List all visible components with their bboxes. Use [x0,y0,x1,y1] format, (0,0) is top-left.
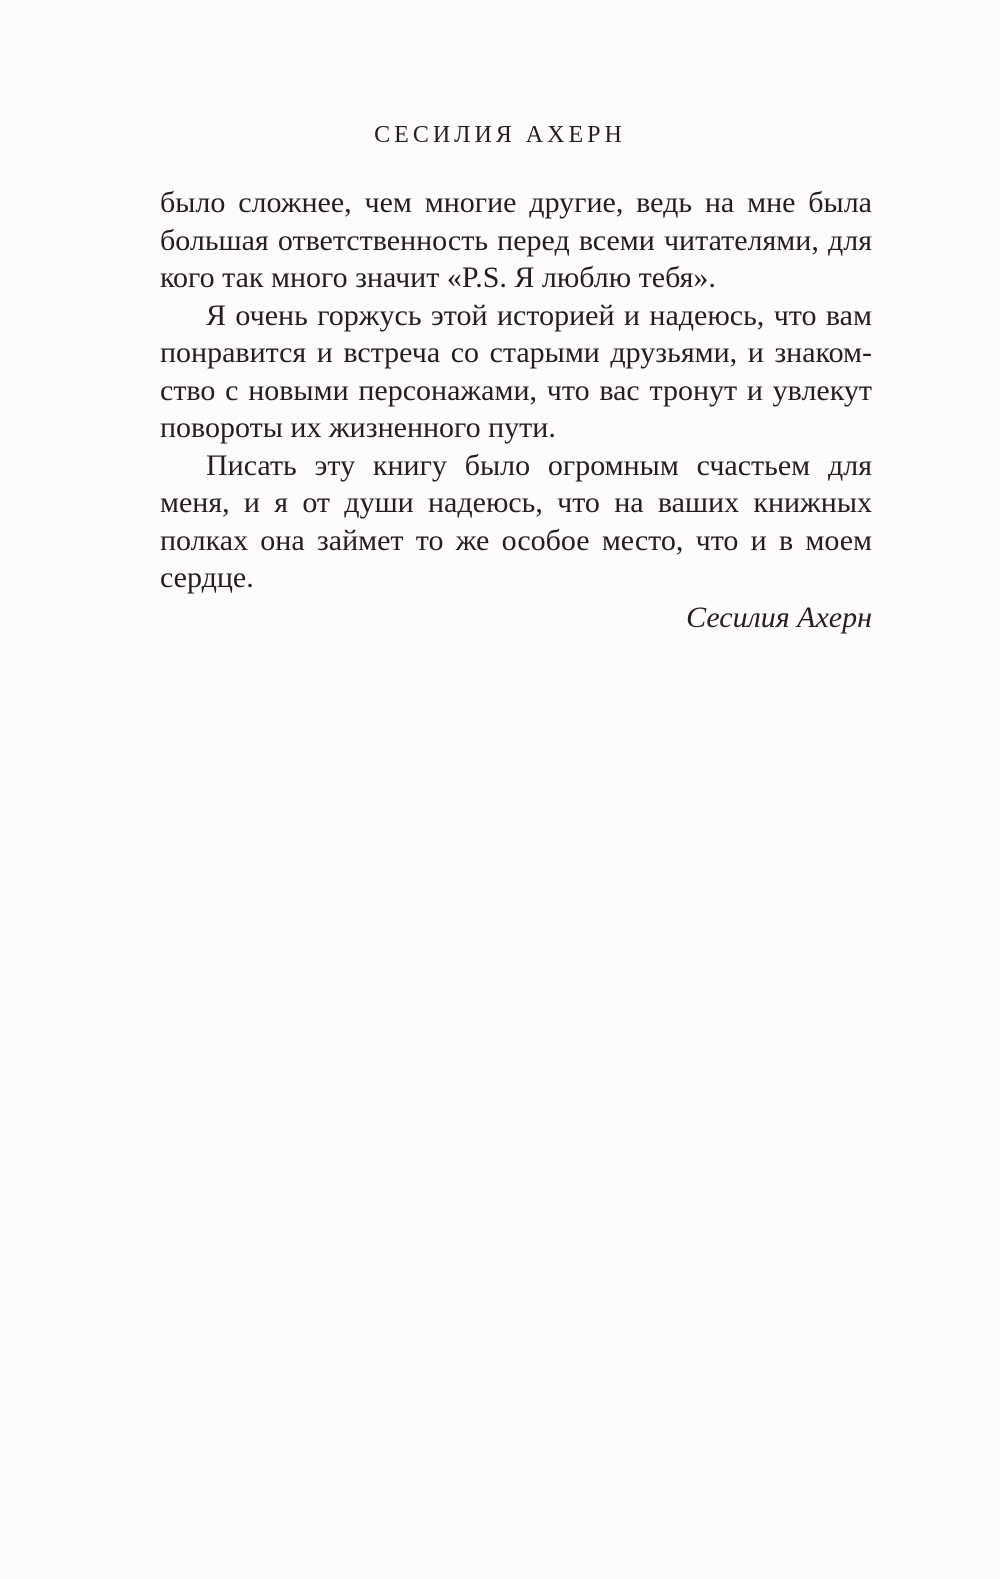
paragraph [160,297,872,447]
text-line: кого так много значит «P.S. Я люблю тебя». [160,261,716,294]
text-line: повороты их жизненного пути. [160,411,556,444]
text-line: Я очень горжусь этой историей и надеюсь, что вам [206,298,872,332]
paragraph [160,447,872,597]
text-line: ство с новыми персонажами, что вас тронут и увлекут [160,373,872,407]
text-line: меня, и я от души надеюсь, что на ваших книжных [160,486,872,519]
text-line: Писать эту книгу было огромным счастьем для [206,448,872,482]
text-line: полках она займет то же особое место, что и в моем [160,523,872,557]
body-text [160,184,872,636]
text-line: понравится и встреча со старыми друзьями, и знаком- [160,336,872,369]
text-line: большая ответственность перед всеми читателями, для [160,223,872,257]
text-line: было сложнее, чем многие другие, ведь на мне была [160,186,872,219]
paragraph [160,184,872,297]
text-line: сердце. [160,561,254,594]
author-signature: Сесилия Ахерн [686,600,872,634]
running-head: СЕСИЛИЯ АХЕРН [374,122,626,148]
